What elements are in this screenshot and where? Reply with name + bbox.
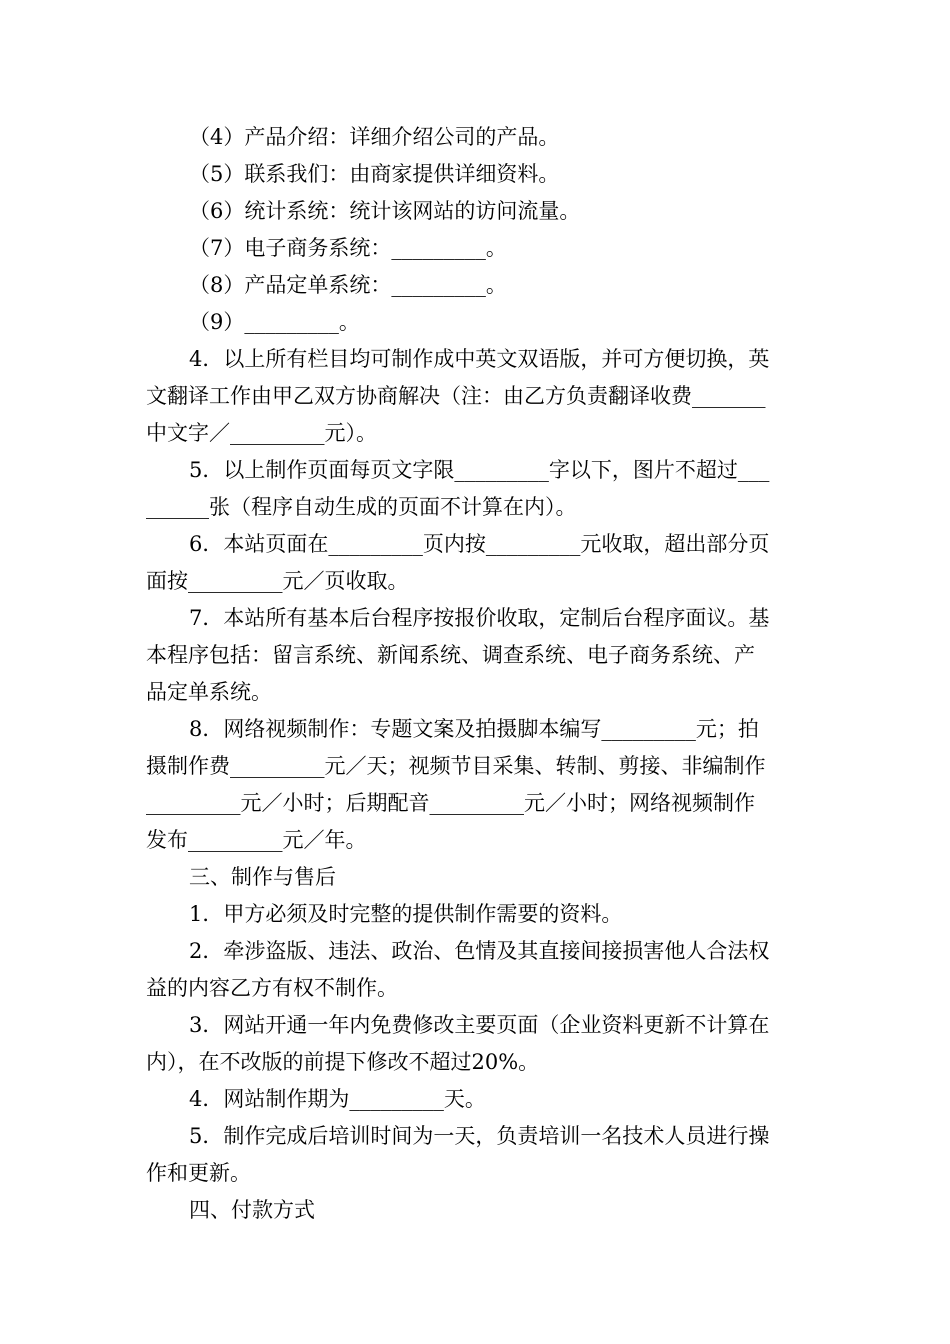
paragraph-7-line-3: 品定单系统。 bbox=[146, 680, 272, 704]
after-sales-item-2-line-1: 2．牵涉盗版、违法、政治、色情及其直接间接损害他人合法权 bbox=[189, 939, 770, 963]
paragraph-7-line-2: 本程序包括：留言系统、新闻系统、调查系统、电子商务系统、产 bbox=[146, 643, 755, 667]
paragraph-8-line-2: 摄制作费_________元／天；视频节目采集、转制、剪接、非编制作 bbox=[146, 754, 766, 778]
paragraph-6-line-2: 面按_________元／页收取。 bbox=[146, 569, 409, 593]
list-item-statistics-system: （6）统计系统：统计该网站的访问流量。 bbox=[189, 199, 581, 223]
list-item-contact-us: （5）联系我们：由商家提供详细资料。 bbox=[189, 162, 560, 186]
paragraph-8-line-3: _________元／小时；后期配音_________元／小时；网络视频制作 bbox=[146, 791, 755, 815]
paragraph-5-line-2: ______张（程序自动生成的页面不计算在内）。 bbox=[146, 495, 577, 519]
paragraph-4-line-3: 中文字／_________元）。 bbox=[146, 421, 377, 445]
paragraph-6-line-1: 6．本站页面在_________页内按_________元收取，超出部分页 bbox=[189, 532, 770, 556]
list-item-ecommerce-system: （7）电子商务系统：_________。 bbox=[189, 236, 507, 260]
after-sales-item-4: 4．网站制作期为_________天。 bbox=[189, 1087, 486, 1111]
list-item-product-intro: （4）产品介绍：详细介绍公司的产品。 bbox=[189, 125, 560, 149]
paragraph-7-line-1: 7．本站所有基本后台程序按报价收取，定制后台程序面议。基 bbox=[189, 606, 770, 630]
section-heading-production-after-sales: 三、制作与售后 bbox=[189, 865, 336, 889]
paragraph-5-line-1: 5．以上制作页面每页文字限_________字以下，图片不超过___ bbox=[189, 458, 770, 482]
after-sales-item-3-line-1: 3．网站开通一年内免费修改主要页面（企业资料更新不计算在 bbox=[189, 1013, 770, 1037]
paragraph-4-line-2: 文翻译工作由甲乙双方协商解决（注：由乙方负责翻译收费_______ bbox=[146, 384, 766, 408]
after-sales-item-1: 1．甲方必须及时完整的提供制作需要的资料。 bbox=[189, 902, 623, 926]
list-item-nine: （9）_________。 bbox=[189, 310, 360, 334]
paragraph-8-line-4: 发布_________元／年。 bbox=[146, 828, 367, 852]
after-sales-item-3-line-2: 内），在不改版的前提下修改不超过20%。 bbox=[146, 1050, 540, 1074]
paragraph-4-line-1: 4．以上所有栏目均可制作成中英文双语版，并可方便切换，英 bbox=[189, 347, 770, 371]
after-sales-item-5-line-2: 作和更新。 bbox=[146, 1161, 251, 1185]
after-sales-item-5-line-1: 5．制作完成后培训时间为一天，负责培训一名技术人员进行操 bbox=[189, 1124, 770, 1148]
paragraph-8-line-1: 8．网络视频制作：专题文案及拍摄脚本编写_________元；拍 bbox=[189, 717, 759, 741]
section-heading-payment-method: 四、付款方式 bbox=[189, 1198, 315, 1222]
list-item-order-system: （8）产品定单系统：_________。 bbox=[189, 273, 507, 297]
after-sales-item-2-line-2: 益的内容乙方有权不制作。 bbox=[146, 976, 398, 1000]
